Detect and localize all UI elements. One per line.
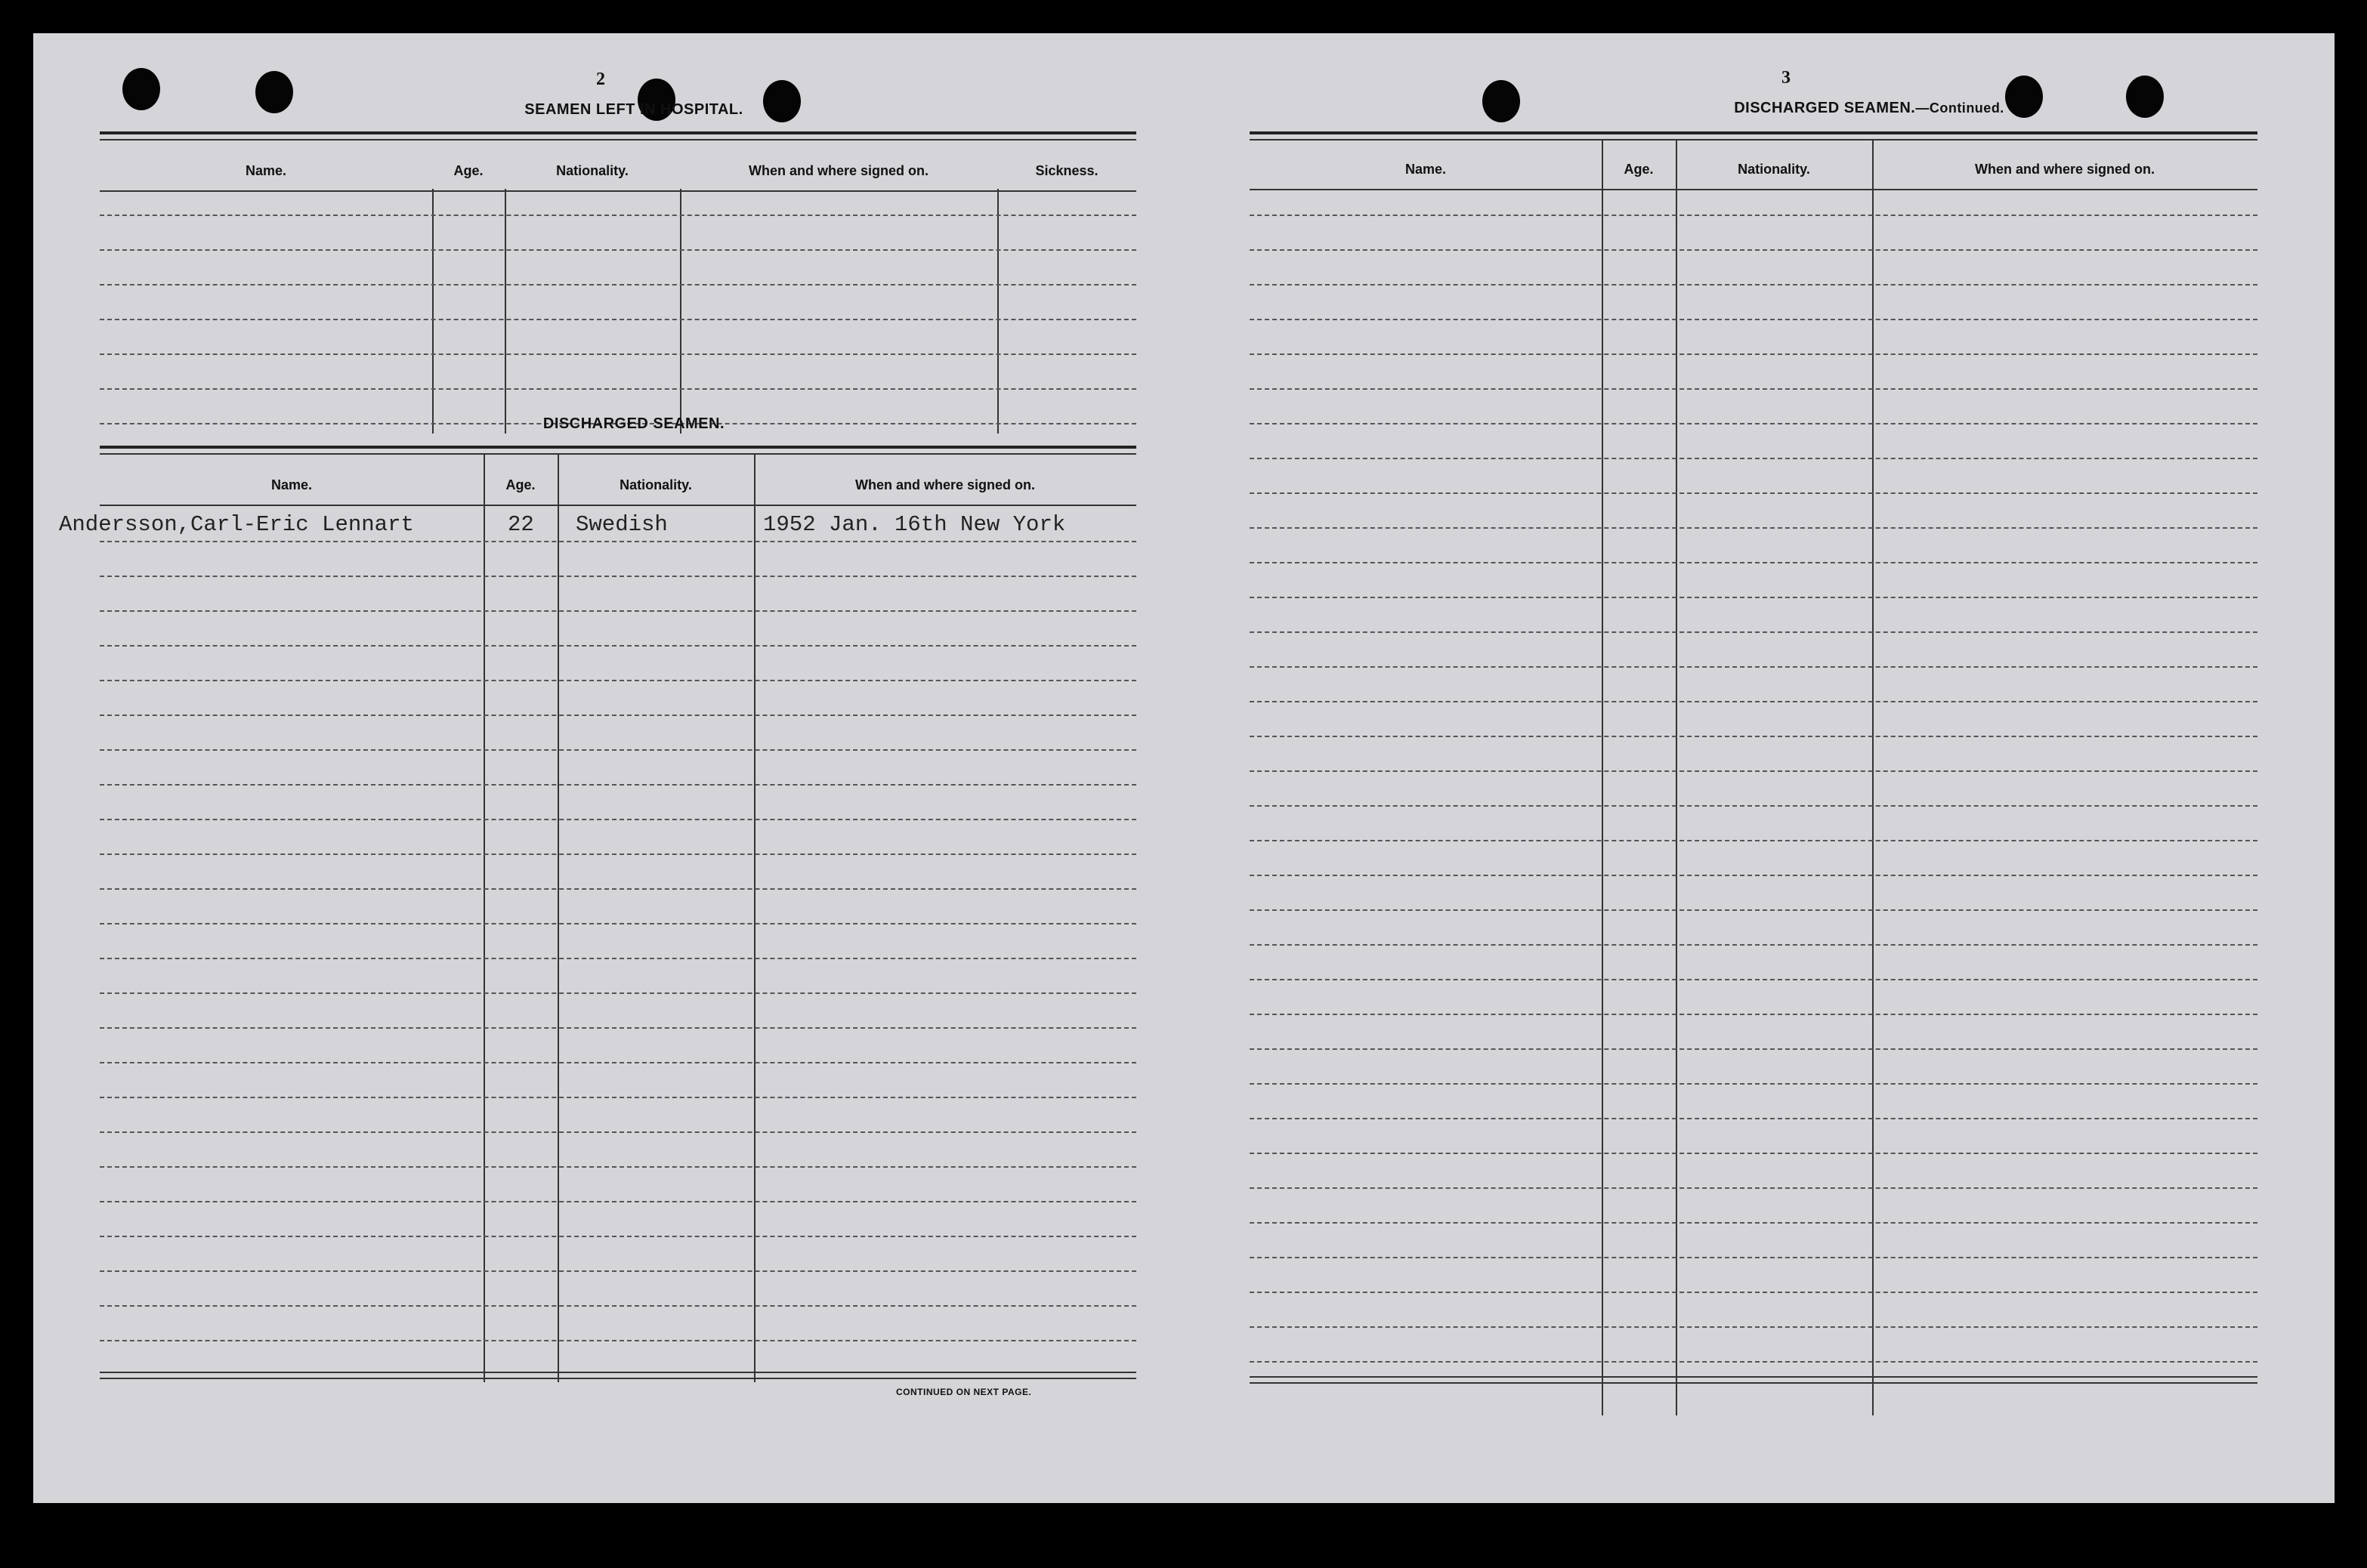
column-header-name: Name. (245, 163, 287, 178)
hospital-table (100, 131, 1136, 434)
column-header-nationality: Nationality. (1738, 162, 1810, 177)
discharged-continued-table (1250, 131, 2257, 1415)
column-header-sickness: Sickness. (1035, 163, 1099, 178)
column-header-name: Name. (270, 477, 313, 492)
column-header-nationality: Nationality. (620, 477, 692, 492)
page-number: 2 (596, 69, 605, 89)
column-header-age: Age. (1624, 162, 1654, 177)
discharged-continued-heading (1559, 100, 2179, 117)
page-number: 3 (1781, 68, 1791, 88)
column-header-age: Age. (505, 477, 536, 492)
column-header-age: Age. (453, 163, 484, 178)
document-sheet (33, 33, 2335, 1503)
column-header-signed-on: When and where signed on. (748, 163, 929, 178)
discharged-row-age: 22 (508, 512, 534, 537)
discharged-section-heading: DISCHARGED SEAMEN. (542, 415, 725, 432)
column-header-signed-on: When and where signed on. (1974, 162, 2155, 177)
heading-text: DISCHARGED SEAMEN. (1734, 100, 1916, 116)
discharged-table (100, 446, 1136, 1382)
heading-suffix: —Continued. (1915, 100, 2004, 116)
discharged-row-signed-on: 1952 Jan. 16th New York (763, 512, 1066, 537)
column-header-name: Name. (1404, 162, 1447, 177)
right-page (1234, 33, 2335, 1503)
column-header-signed-on: When and where signed on. (854, 477, 1036, 492)
column-header-nationality: Nationality. (556, 163, 629, 178)
hospital-section-heading: SEAMEN LEFT IN HOSPITAL. (524, 101, 743, 118)
left-page (33, 33, 1197, 1503)
discharged-row-nationality: Swedish (576, 512, 668, 537)
discharged-row-name: Andersson,Carl-Eric Lennart (59, 512, 414, 537)
continued-footer: CONTINUED ON NEXT PAGE. (896, 1387, 1032, 1397)
